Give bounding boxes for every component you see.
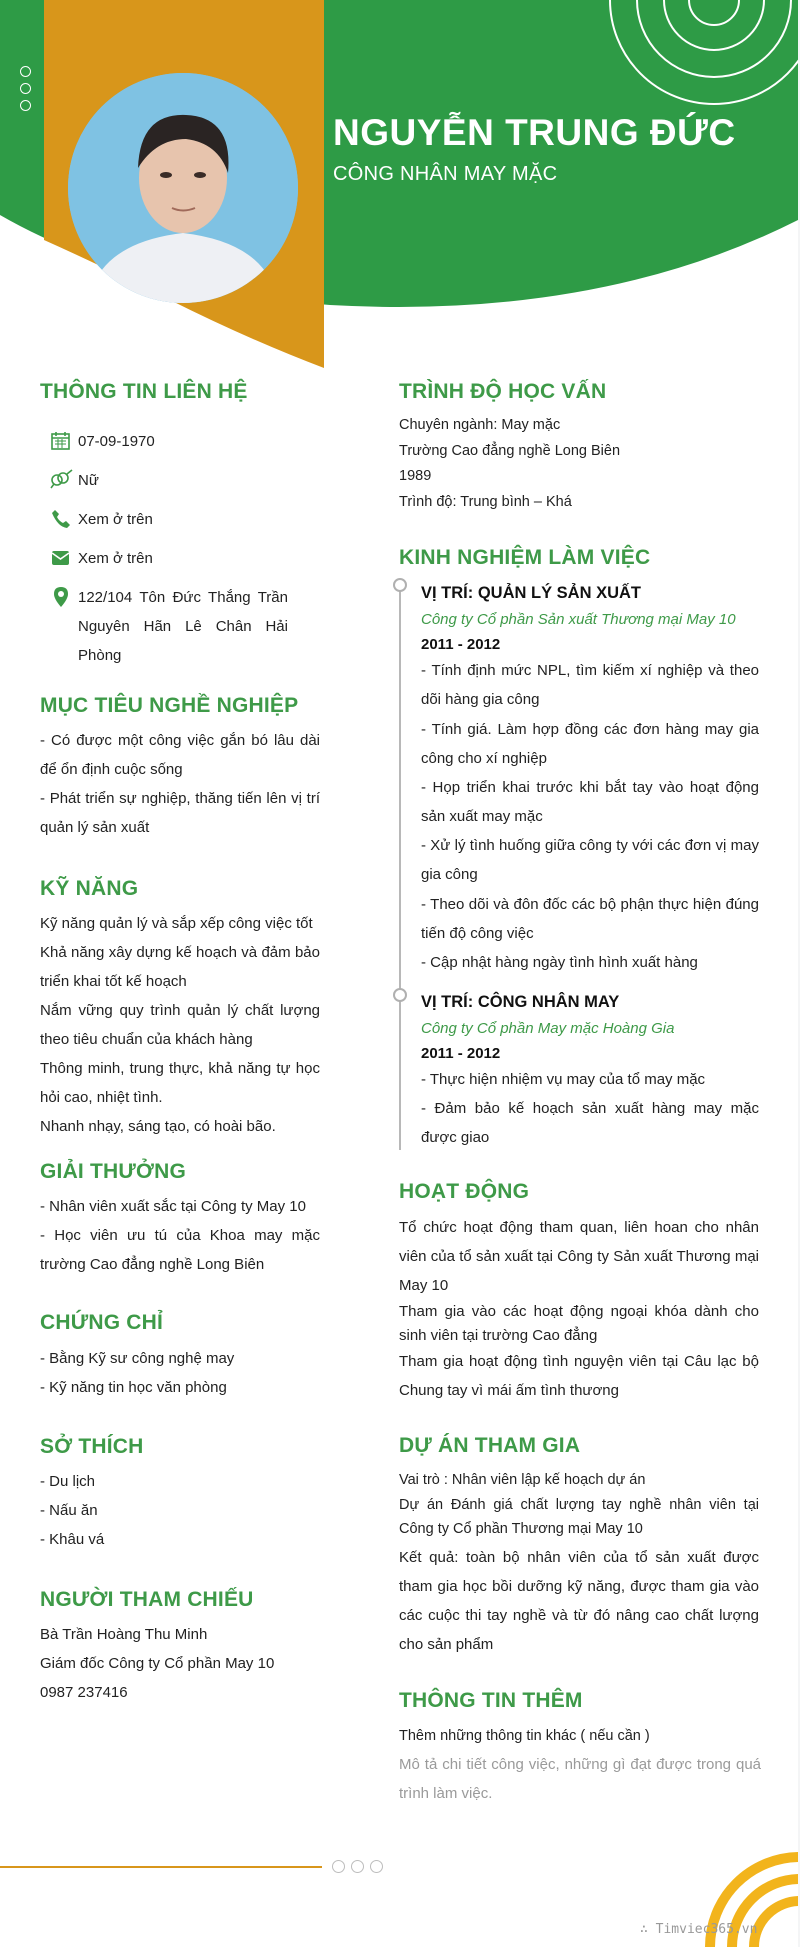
- certificates-heading: CHỨNG CHỈ: [40, 1311, 164, 1334]
- job-company: Công ty Cổ phần May mặc Hoàng Gia: [421, 1020, 675, 1037]
- hobby-line: - Khâu vá: [40, 1531, 105, 1548]
- footer-line: [0, 1866, 322, 1868]
- address-text: 122/104 Tôn Đức Thắng Trần Nguyên Hãn Lê Chân Hải Phòng: [78, 589, 288, 664]
- skill-line: Thông minh, trung thực, khả năng tự học hỏi cao, nhiệt tình.: [40, 1060, 320, 1106]
- education-line: Trường Cao đẳng nghề Long Biên: [399, 443, 621, 459]
- job-duty: - Đảm bảo kế hoạch sản xuất hàng may mặc được giao: [421, 1100, 759, 1146]
- job-duty: - Thực hiện nhiệm vụ may của tổ may mặc: [421, 1071, 706, 1088]
- watermark: ∴ Timviec365.vn: [640, 1922, 758, 1937]
- footer-dots: [332, 1860, 383, 1873]
- education-line: Chuyên ngành: May mặc: [399, 417, 561, 433]
- gender-icon: [48, 469, 74, 491]
- project-line: Dự án Đánh giá chất lượng tay nghề nhân viên tại Công ty Cổ phần Thương mại May 10: [399, 1497, 759, 1537]
- references-heading: NGƯỜI THAM CHIẾU: [40, 1588, 254, 1611]
- email-text: Xem ở trên: [78, 550, 153, 567]
- email-icon: [50, 547, 72, 569]
- birthday-text: 07-09-1970: [78, 433, 155, 450]
- hobbies-heading: SỞ THÍCH: [40, 1435, 144, 1458]
- objective-heading: MỤC TIÊU NGHỀ NGHIỆP: [40, 694, 299, 717]
- experience-heading: KINH NGHIỆM LÀM VIỆC: [399, 546, 651, 569]
- certificate-line: - Kỹ năng tin học văn phòng: [40, 1379, 227, 1396]
- more-info-placeholder: Mô tả chi tiết công việc, những gì đạt được trong quá trình làm việc.: [399, 1756, 761, 1802]
- job-duty: - Tính định mức NPL, tìm kiếm xí nghiệp và theo dõi hàng gia công: [421, 662, 759, 708]
- reference-line: 0987 237416: [40, 1684, 128, 1701]
- skill-line: Nắm vững quy trình quản lý chất lượng theo tiêu chuẩn của khách hàng: [40, 1002, 320, 1048]
- award-line: - Nhân viên xuất sắc tại Công ty May 10: [40, 1198, 306, 1215]
- job-position: VỊ TRÍ: CÔNG NHÂN MAY: [421, 993, 620, 1011]
- candidate-name: NGUYỄN TRUNG ĐỨC: [333, 112, 736, 153]
- reference-line: Bà Trần Hoàng Thu Minh: [40, 1626, 208, 1643]
- gender-text: Nữ: [78, 472, 99, 489]
- certificate-line: - Bằng Kỹ sư công nghệ may: [40, 1350, 235, 1367]
- more-info-heading: THÔNG TIN THÊM: [399, 1689, 583, 1712]
- phone-text: Xem ở trên: [78, 511, 153, 528]
- education-line: Trình độ: Trung bình – Khá: [399, 494, 572, 510]
- award-line: - Học viên ưu tú của Khoa may mặc trường Cao đẳng nghề Long Biên: [40, 1227, 320, 1273]
- avatar: [68, 73, 298, 303]
- education-line: 1989: [399, 468, 432, 484]
- hobby-line: - Nấu ăn: [40, 1502, 98, 1519]
- job-duty: - Họp triển khai trước khi bắt tay vào hoạt động sản xuất may mặc: [421, 779, 759, 825]
- timeline-dot: [393, 988, 407, 1002]
- more-info-line: Thêm những thông tin khác ( nếu cần ): [399, 1728, 650, 1744]
- objective-line: - Phát triển sự nghiệp, thăng tiến lên vị trí quản lý sản xuất: [40, 790, 320, 836]
- job-duty: - Cập nhật hàng ngày tình hình xuất hàng: [421, 954, 698, 971]
- skill-line: Khả năng xây dựng kế hoạch và đảm bảo triển khai tốt kế hoạch: [40, 944, 320, 990]
- projects-heading: DỰ ÁN THAM GIA: [399, 1434, 581, 1457]
- activity-line: Tham gia vào các hoạt động ngoại khóa dành cho sinh viên tại trường Cao đẳng: [399, 1303, 759, 1344]
- awards-heading: GIẢI THƯỞNG: [40, 1160, 187, 1183]
- project-line: Kết quả: toàn bộ nhân viên của tổ sản xuất được tham gia học bồi dưỡng kỹ năng, được tham gia vào các cuộc thi tay nghề và từ đó nâng cao chất lượng cho sản phẩm: [399, 1549, 759, 1653]
- timeline-line: [399, 585, 401, 1150]
- job-duty: - Theo dõi và đôn đốc các bộ phận thực hiện đúng tiến độ công việc: [421, 896, 759, 942]
- job-position: VỊ TRÍ: QUẢN LÝ SẢN XUẤT: [421, 584, 642, 602]
- phone-icon: [50, 508, 72, 530]
- skill-line: Nhanh nhạy, sáng tạo, có hoài bão.: [40, 1118, 276, 1135]
- job-title: CÔNG NHÂN MAY MẶC: [333, 163, 558, 185]
- timeline-dot: [393, 578, 407, 592]
- job-duty: - Xử lý tình huống giữa công ty với các đơn vị may gia công: [421, 837, 759, 883]
- contact-heading: THÔNG TIN LIÊN HỆ: [40, 380, 248, 403]
- skill-line: Kỹ năng quản lý và sắp xếp công việc tốt: [40, 915, 313, 932]
- reference-line: Giám đốc Công ty Cổ phần May 10: [40, 1655, 275, 1672]
- job-company: Công ty Cổ phần Sản xuất Thương mại May 10: [421, 611, 736, 628]
- header-dots: [20, 66, 31, 117]
- skills-heading: KỸ NĂNG: [40, 877, 139, 900]
- activity-line: Tham gia hoạt động tình nguyện viên tại Câu lạc bộ Chung tay vì mái ấm tình thương: [399, 1353, 759, 1399]
- hobby-line: - Du lịch: [40, 1473, 96, 1490]
- calendar-icon: [50, 430, 72, 452]
- job-years: 2011 - 2012: [421, 1045, 501, 1062]
- location-icon: [51, 586, 73, 608]
- job-years: 2011 - 2012: [421, 636, 501, 653]
- job-duty: - Tính giá. Làm hợp đồng các đơn hàng may gia công cho xí nghiệp: [421, 721, 759, 767]
- objective-line: - Có được một công việc gắn bó lâu dài để ổn định cuộc sống: [40, 732, 320, 778]
- project-line: Vai trò : Nhân viên lập kế hoạch dự án: [399, 1472, 646, 1488]
- education-heading: TRÌNH ĐỘ HỌC VẤN: [399, 380, 607, 403]
- activity-line: Tổ chức hoạt động tham quan, liên hoan cho nhân viên của tổ sản xuất tại Công ty Sản xuất Thương mại May 10: [399, 1219, 759, 1294]
- activities-heading: HOẠT ĐỘNG: [399, 1180, 530, 1203]
